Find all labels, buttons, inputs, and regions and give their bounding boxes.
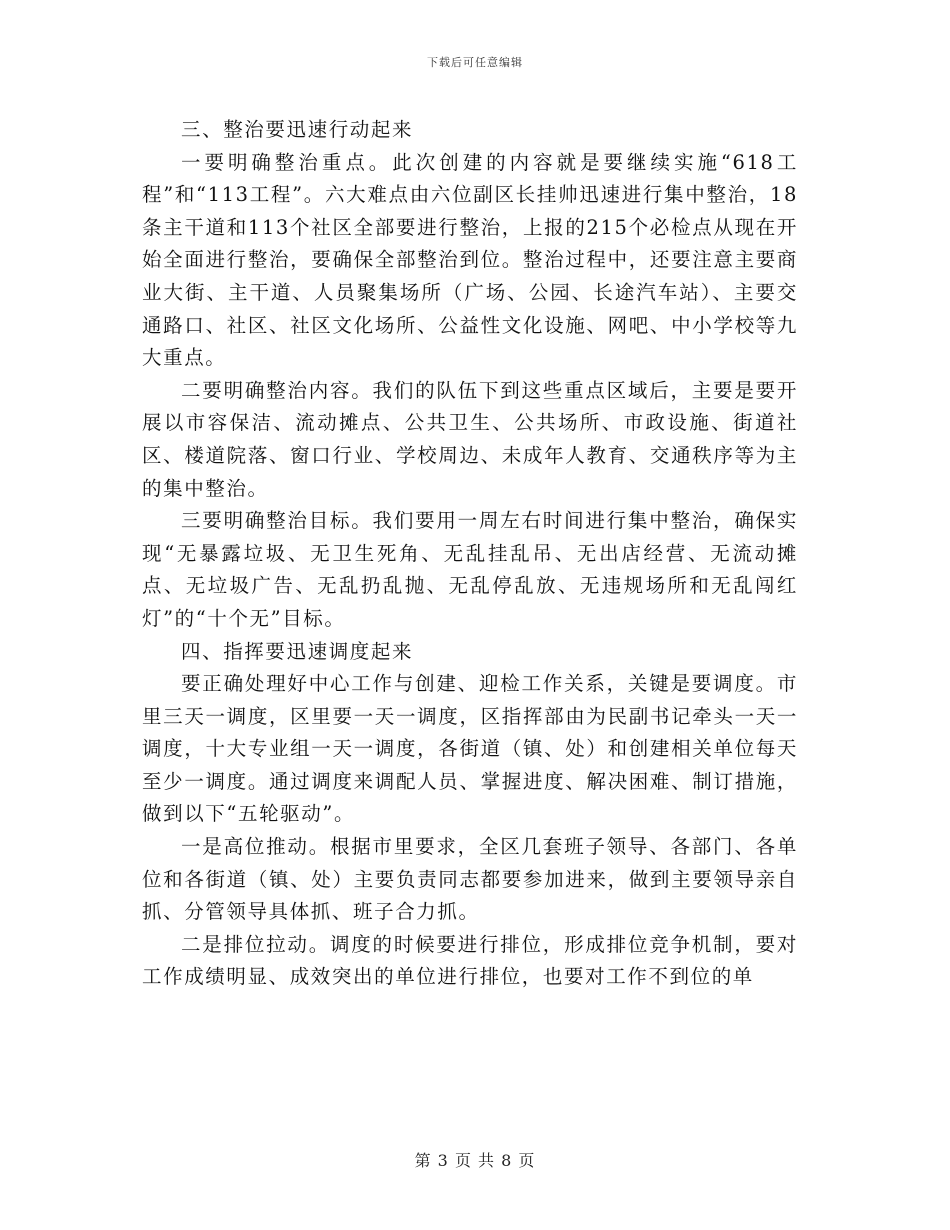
section-heading-4: 四、指挥要迅速调度起来 bbox=[181, 639, 414, 663]
section-heading-3: 三、整治要迅速行动起来 bbox=[181, 118, 414, 141]
paragraph-high-level-push: 一是高位推动。根据市里要求，全区几套班子领导、各部门、各单位和各街道（镇、处）主要负责同志都要参加进来，做到主要领导亲自抓、分管领导具体抓、班子合力抓。 bbox=[142, 835, 798, 924]
page-footer: 第 3 页 共 8 页 bbox=[414, 1151, 536, 1170]
paragraph-ranking-pull: 二是排位拉动。调度的时候要进行排位，形成排位竞争机制，要对工作成绩明显、成效突出的单位进行排位，也要对工作不到位的单 bbox=[142, 932, 798, 989]
paragraph-focus-points: 一要明确整治重点。此次创建的内容就是要继续实施“618工程”和“113工程”。六大难点由六位副区长挂帅迅速进行集中整治，18条主干道和113个社区全部要进行整治，上报的215个必检点从现在开始全面进行整治，要确保全部整治到位。整治过程中，还要注意主要商业大街、主干道、人员聚集场所（广场、公园、长途汽车站）、主要交通路口、社区、社区文化场所、公益性文化设施、网吧、中小学校等九大重点。 bbox=[142, 150, 798, 370]
paragraph-content: 二要明确整治内容。我们的队伍下到这些重点区域后，主要是要开展以市容保洁、流动摊点、公共卫生、公共场所、市政设施、街道社区、楼道院落、窗口行业、学校周边、未成年人教育、交通秩序等为主的集中整治。 bbox=[142, 378, 798, 500]
paragraph-goals: 三要明确整治目标。我们要用一周左右时间进行集中整治，确保实现“无暴露垃圾、无卫生死角、无乱挂乱吊、无出店经营、无流动摊点、无垃圾广告、无乱扔乱抛、无乱停乱放、无违规场所和无乱闯红灯”的“十个无”目标。 bbox=[142, 509, 798, 630]
document-body bbox=[142, 114, 798, 994]
paragraph-dispatch: 要正确处理好中心工作与创建、迎检工作关系，关键是要调度。市里三天一调度，区里要一天一调度，区指挥部由为民副书记牵头一天一调度，十大专业组一天一调度，各街道（镇、处）和创建相关单位每天至少一调度。通过调度来调配人员、掌握进度、解决困难、制订措施，做到以下“五轮驱动”。 bbox=[142, 672, 798, 826]
page-header: 下载后可任意编辑 bbox=[427, 56, 523, 69]
